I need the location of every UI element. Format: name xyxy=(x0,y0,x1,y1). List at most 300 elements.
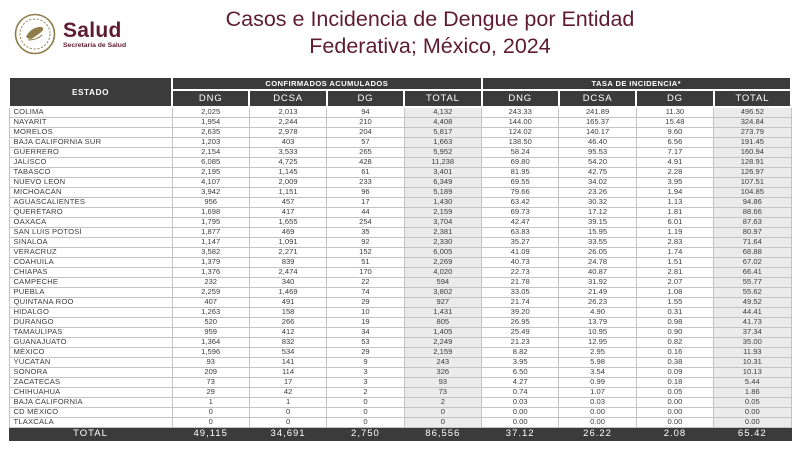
value-cell: 6,085 xyxy=(172,157,249,167)
value-cell: 25.49 xyxy=(482,327,559,337)
value-cell: 8.82 xyxy=(482,347,559,357)
value-cell: 2,249 xyxy=(404,337,481,347)
table-row xyxy=(9,237,791,247)
value-cell: 9.60 xyxy=(636,127,713,137)
value-cell: 93 xyxy=(404,377,481,387)
value-cell: 29 xyxy=(327,297,404,307)
value-cell: 4,408 xyxy=(404,117,481,127)
value-cell: 33.05 xyxy=(482,287,559,297)
value-cell: 2,154 xyxy=(172,147,249,157)
value-cell: 1,203 xyxy=(172,137,249,147)
value-cell: 30.32 xyxy=(559,197,636,207)
value-cell: 324.84 xyxy=(714,117,791,127)
table-row xyxy=(9,337,791,347)
table-row xyxy=(9,187,791,197)
state-name: HIDALGO xyxy=(9,307,172,317)
value-cell: 534 xyxy=(249,347,326,357)
value-cell: 0.03 xyxy=(482,397,559,407)
value-cell: 0.00 xyxy=(636,397,713,407)
col-header-tasa-dcsa: DCSA xyxy=(559,90,636,107)
value-cell: 37.34 xyxy=(714,327,791,337)
col-header-tasa-dg: DG xyxy=(636,90,713,107)
value-cell: 266 xyxy=(249,317,326,327)
value-cell: 41.73 xyxy=(714,317,791,327)
logo-brand: Salud xyxy=(63,18,122,42)
state-name: SINALOA xyxy=(9,237,172,247)
value-cell: 204 xyxy=(327,127,404,137)
value-cell: 34.02 xyxy=(559,177,636,187)
state-name: COLIMA xyxy=(9,107,172,117)
value-cell: 3,704 xyxy=(404,217,481,227)
table-row xyxy=(9,297,791,307)
col-group-tasa: TASA DE INCIDENCIA* xyxy=(482,77,792,90)
value-cell: 1.07 xyxy=(559,387,636,397)
total-value-cell: 26.22 xyxy=(559,427,636,440)
table-row xyxy=(9,277,791,287)
table-row xyxy=(9,407,791,417)
value-cell: 0.03 xyxy=(559,397,636,407)
value-cell: 0.90 xyxy=(636,327,713,337)
state-name: SAN LUIS POTOSÍ xyxy=(9,227,172,237)
value-cell: 81.95 xyxy=(482,167,559,177)
value-cell: 1,954 xyxy=(172,117,249,127)
value-cell: 0.31 xyxy=(636,307,713,317)
table-row xyxy=(9,267,791,277)
value-cell: 6.56 xyxy=(636,137,713,147)
value-cell: 3,802 xyxy=(404,287,481,297)
table-row xyxy=(9,207,791,217)
value-cell: 4.90 xyxy=(559,307,636,317)
state-name: GUANAJUATO xyxy=(9,337,172,347)
value-cell: 0.00 xyxy=(482,417,559,427)
value-cell: 0.18 xyxy=(636,377,713,387)
value-cell: 4,132 xyxy=(404,107,481,117)
value-cell: 956 xyxy=(172,197,249,207)
value-cell: 80.97 xyxy=(714,227,791,237)
table-row xyxy=(9,127,791,137)
value-cell: 0.00 xyxy=(636,407,713,417)
value-cell: 10.13 xyxy=(714,367,791,377)
value-cell: 0.74 xyxy=(482,387,559,397)
value-cell: 1.08 xyxy=(636,287,713,297)
value-cell: 39.15 xyxy=(559,217,636,227)
state-name: TLAXCALA xyxy=(9,417,172,427)
value-cell: 61 xyxy=(327,167,404,177)
value-cell: 88.66 xyxy=(714,207,791,217)
value-cell: 1,596 xyxy=(172,347,249,357)
value-cell: 6.01 xyxy=(636,217,713,227)
value-cell: 520 xyxy=(172,317,249,327)
value-cell: 1.81 xyxy=(636,207,713,217)
value-cell: 3 xyxy=(327,367,404,377)
value-cell: 5.98 xyxy=(559,357,636,367)
value-cell: 2 xyxy=(327,387,404,397)
value-cell: 107.51 xyxy=(714,177,791,187)
value-cell: 1,795 xyxy=(172,217,249,227)
value-cell: 7.17 xyxy=(636,147,713,157)
value-cell: 5,189 xyxy=(404,187,481,197)
value-cell: 94 xyxy=(327,107,404,117)
value-cell: 140.17 xyxy=(559,127,636,137)
value-cell: 33.55 xyxy=(559,237,636,247)
value-cell: 5.44 xyxy=(714,377,791,387)
value-cell: 21.78 xyxy=(482,277,559,287)
value-cell: 17 xyxy=(327,197,404,207)
value-cell: 58.24 xyxy=(482,147,559,157)
value-cell: 0 xyxy=(172,407,249,417)
value-cell: 63.42 xyxy=(482,197,559,207)
value-cell: 128.91 xyxy=(714,157,791,167)
value-cell: 273.79 xyxy=(714,127,791,137)
value-cell: 160.94 xyxy=(714,147,791,157)
value-cell: 29 xyxy=(172,387,249,397)
value-cell: 170 xyxy=(327,267,404,277)
value-cell: 1,655 xyxy=(249,217,326,227)
value-cell: 243.33 xyxy=(482,107,559,117)
value-cell: 35.27 xyxy=(482,237,559,247)
value-cell: 1,147 xyxy=(172,237,249,247)
value-cell: 2,009 xyxy=(249,177,326,187)
value-cell: 1,263 xyxy=(172,307,249,317)
value-cell: 57 xyxy=(327,137,404,147)
value-cell: 1.74 xyxy=(636,247,713,257)
table-row xyxy=(9,307,791,317)
state-name: MORELOS xyxy=(9,127,172,137)
value-cell: 39.20 xyxy=(482,307,559,317)
value-cell: 0 xyxy=(327,407,404,417)
col-header-tasa-total: TOTAL xyxy=(714,90,791,107)
value-cell: 2.07 xyxy=(636,277,713,287)
value-cell: 1.51 xyxy=(636,257,713,267)
value-cell: 10.31 xyxy=(714,357,791,367)
value-cell: 4.91 xyxy=(636,157,713,167)
value-cell: 2,025 xyxy=(172,107,249,117)
value-cell: 49.52 xyxy=(714,297,791,307)
value-cell: 24.78 xyxy=(559,257,636,267)
table-row xyxy=(9,137,791,147)
value-cell: 152 xyxy=(327,247,404,257)
value-cell: 124.02 xyxy=(482,127,559,137)
value-cell: 243 xyxy=(404,357,481,367)
value-cell: 0.00 xyxy=(714,407,791,417)
value-cell: 927 xyxy=(404,297,481,307)
value-cell: 42 xyxy=(249,387,326,397)
state-name: CHIAPAS xyxy=(9,267,172,277)
value-cell: 210 xyxy=(327,117,404,127)
value-cell: 1.13 xyxy=(636,197,713,207)
value-cell: 93 xyxy=(172,357,249,367)
value-cell: 9 xyxy=(327,357,404,367)
value-cell: 26.05 xyxy=(559,247,636,257)
value-cell: 19 xyxy=(327,317,404,327)
state-name: COAHUILA xyxy=(9,257,172,267)
value-cell: 44.41 xyxy=(714,307,791,317)
value-cell: 265 xyxy=(327,147,404,157)
mexican-eagle-seal-icon xyxy=(14,13,56,55)
table-body xyxy=(9,107,791,440)
value-cell: 69.73 xyxy=(482,207,559,217)
table-row xyxy=(9,287,791,297)
total-value-cell: 34,691 xyxy=(249,427,326,440)
value-cell: 1,698 xyxy=(172,207,249,217)
value-cell: 17.12 xyxy=(559,207,636,217)
table-row xyxy=(9,357,791,367)
value-cell: 839 xyxy=(249,257,326,267)
value-cell: 233 xyxy=(327,177,404,187)
value-cell: 26.23 xyxy=(559,297,636,307)
value-cell: 2,159 xyxy=(404,347,481,357)
value-cell: 832 xyxy=(249,337,326,347)
value-cell: 87.63 xyxy=(714,217,791,227)
value-cell: 53 xyxy=(327,337,404,347)
value-cell: 496.52 xyxy=(714,107,791,117)
value-cell: 165.37 xyxy=(559,117,636,127)
value-cell: 73 xyxy=(404,387,481,397)
value-cell: 1,405 xyxy=(404,327,481,337)
value-cell: 0.00 xyxy=(636,417,713,427)
value-cell: 144.00 xyxy=(482,117,559,127)
state-name: NUEVO LEÓN xyxy=(9,177,172,187)
value-cell: 403 xyxy=(249,137,326,147)
table-row xyxy=(9,257,791,267)
table-row xyxy=(9,367,791,377)
value-cell: 1.86 xyxy=(714,387,791,397)
table-row xyxy=(9,417,791,427)
value-cell: 96 xyxy=(327,187,404,197)
value-cell: 2.28 xyxy=(636,167,713,177)
value-cell: 1,379 xyxy=(172,257,249,267)
value-cell: 1,663 xyxy=(404,137,481,147)
value-cell: 74 xyxy=(327,287,404,297)
value-cell: 10 xyxy=(327,307,404,317)
value-cell: 2,259 xyxy=(172,287,249,297)
page-title-line1: Casos e Incidencia de Dengue por Entidad xyxy=(225,7,635,31)
state-name: BAJA CALIFORNIA SUR xyxy=(9,137,172,147)
value-cell: 23.26 xyxy=(559,187,636,197)
value-cell: 46.40 xyxy=(559,137,636,147)
value-cell: 63.83 xyxy=(482,227,559,237)
table-row xyxy=(9,377,791,387)
value-cell: 40.73 xyxy=(482,257,559,267)
value-cell: 6,349 xyxy=(404,177,481,187)
value-cell: 3,942 xyxy=(172,187,249,197)
value-cell: 0.38 xyxy=(636,357,713,367)
state-name: GUERRERO xyxy=(9,147,172,157)
value-cell: 2.95 xyxy=(559,347,636,357)
value-cell: 158 xyxy=(249,307,326,317)
value-cell: 41.09 xyxy=(482,247,559,257)
value-cell: 10.95 xyxy=(559,327,636,337)
value-cell: 0 xyxy=(404,407,481,417)
value-cell: 0 xyxy=(249,407,326,417)
value-cell: 4,725 xyxy=(249,157,326,167)
table-row xyxy=(9,117,791,127)
table-row xyxy=(9,347,791,357)
state-name: OAXACA xyxy=(9,217,172,227)
value-cell: 6.50 xyxy=(482,367,559,377)
value-cell: 95.53 xyxy=(559,147,636,157)
value-cell: 412 xyxy=(249,327,326,337)
table-row xyxy=(9,387,791,397)
value-cell: 1,469 xyxy=(249,287,326,297)
value-cell: 254 xyxy=(327,217,404,227)
value-cell: 2,635 xyxy=(172,127,249,137)
total-value-cell: 65.42 xyxy=(714,427,791,440)
value-cell: 11.93 xyxy=(714,347,791,357)
state-name: CHIHUAHUA xyxy=(9,387,172,397)
value-cell: 0 xyxy=(249,417,326,427)
value-cell: 54.20 xyxy=(559,157,636,167)
value-cell: 469 xyxy=(249,227,326,237)
value-cell: 6,005 xyxy=(404,247,481,257)
value-cell: 26.95 xyxy=(482,317,559,327)
value-cell: 29 xyxy=(327,347,404,357)
value-cell: 69.80 xyxy=(482,157,559,167)
value-cell: 2.81 xyxy=(636,267,713,277)
logo-text xyxy=(63,20,126,49)
page-title-line2: Federativa; México, 2024 xyxy=(309,34,551,58)
value-cell: 428 xyxy=(327,157,404,167)
value-cell: 491 xyxy=(249,297,326,307)
state-name: AGUASCALIENTES xyxy=(9,197,172,207)
value-cell: 407 xyxy=(172,297,249,307)
value-cell: 3.95 xyxy=(636,177,713,187)
table-row xyxy=(9,157,791,167)
value-cell: 4,107 xyxy=(172,177,249,187)
state-name: CD MÉXICO xyxy=(9,407,172,417)
value-cell: 2.83 xyxy=(636,237,713,247)
state-name: CAMPECHE xyxy=(9,277,172,287)
value-cell: 79.66 xyxy=(482,187,559,197)
state-name: JALISCO xyxy=(9,157,172,167)
value-cell: 2,195 xyxy=(172,167,249,177)
value-cell: 2,159 xyxy=(404,207,481,217)
value-cell: 114 xyxy=(249,367,326,377)
value-cell: 959 xyxy=(172,327,249,337)
state-name: VERACRUZ xyxy=(9,247,172,257)
value-cell: 2,381 xyxy=(404,227,481,237)
value-cell: 44 xyxy=(327,207,404,217)
state-name: QUERÉTARO xyxy=(9,207,172,217)
col-header-conf-dcsa: DCSA xyxy=(249,90,326,107)
value-cell: 0.00 xyxy=(714,417,791,427)
table-row xyxy=(9,147,791,157)
table-row xyxy=(9,227,791,237)
value-cell: 3 xyxy=(327,377,404,387)
value-cell: 0.16 xyxy=(636,347,713,357)
state-name: SONORA xyxy=(9,367,172,377)
value-cell: 0.82 xyxy=(636,337,713,347)
value-cell: 11.30 xyxy=(636,107,713,117)
value-cell: 1,364 xyxy=(172,337,249,347)
value-cell: 0.99 xyxy=(559,377,636,387)
value-cell: 11,238 xyxy=(404,157,481,167)
value-cell: 2,269 xyxy=(404,257,481,267)
value-cell: 21.74 xyxy=(482,297,559,307)
salud-logo xyxy=(14,13,126,55)
value-cell: 2,330 xyxy=(404,237,481,247)
value-cell: 1 xyxy=(249,397,326,407)
value-cell: 42.75 xyxy=(559,167,636,177)
value-cell: 241.89 xyxy=(559,107,636,117)
state-name: MICHOACÁN xyxy=(9,187,172,197)
state-name: NAYARIT xyxy=(9,117,172,127)
value-cell: 209 xyxy=(172,367,249,377)
value-cell: 3,533 xyxy=(249,147,326,157)
state-name: MÉXICO xyxy=(9,347,172,357)
value-cell: 805 xyxy=(404,317,481,327)
state-name: DURANGO xyxy=(9,317,172,327)
value-cell: 1,430 xyxy=(404,197,481,207)
table-row xyxy=(9,247,791,257)
value-cell: 2,013 xyxy=(249,107,326,117)
state-name: ZACATECAS xyxy=(9,377,172,387)
total-value-cell: 86,556 xyxy=(404,427,481,440)
col-header-tasa-dng: DNG xyxy=(482,90,559,107)
value-cell: 55.77 xyxy=(714,277,791,287)
value-cell: 94.86 xyxy=(714,197,791,207)
table-row xyxy=(9,317,791,327)
value-cell: 35.00 xyxy=(714,337,791,347)
value-cell: 22.73 xyxy=(482,267,559,277)
state-name: BAJA CALIFORNIA xyxy=(9,397,172,407)
value-cell: 417 xyxy=(249,207,326,217)
value-cell: 4,020 xyxy=(404,267,481,277)
value-cell: 42.47 xyxy=(482,217,559,227)
value-cell: 15.95 xyxy=(559,227,636,237)
value-cell: 71.64 xyxy=(714,237,791,247)
value-cell: 191.45 xyxy=(714,137,791,147)
value-cell: 34 xyxy=(327,327,404,337)
value-cell: 5,817 xyxy=(404,127,481,137)
col-header-conf-dg: DG xyxy=(327,90,404,107)
value-cell: 141 xyxy=(249,357,326,367)
value-cell: 1,145 xyxy=(249,167,326,177)
value-cell: 0 xyxy=(327,397,404,407)
value-cell: 594 xyxy=(404,277,481,287)
value-cell: 340 xyxy=(249,277,326,287)
value-cell: 5,952 xyxy=(404,147,481,157)
value-cell: 0.05 xyxy=(636,387,713,397)
value-cell: 21.49 xyxy=(559,287,636,297)
value-cell: 1.55 xyxy=(636,297,713,307)
value-cell: 92 xyxy=(327,237,404,247)
value-cell: 326 xyxy=(404,367,481,377)
value-cell: 0.05 xyxy=(714,397,791,407)
value-cell: 1.19 xyxy=(636,227,713,237)
value-cell: 73 xyxy=(172,377,249,387)
value-cell: 1,431 xyxy=(404,307,481,317)
total-value-cell: 2,750 xyxy=(327,427,404,440)
table-total-row xyxy=(9,427,791,440)
value-cell: 35 xyxy=(327,227,404,237)
value-cell: 1 xyxy=(172,397,249,407)
value-cell: 1,151 xyxy=(249,187,326,197)
col-header-conf-dng: DNG xyxy=(172,90,249,107)
logo-subtitle: Secretaría de Salud xyxy=(63,41,127,49)
value-cell: 2,474 xyxy=(249,267,326,277)
total-label: TOTAL xyxy=(9,427,172,440)
value-cell: 3,582 xyxy=(172,247,249,257)
value-cell: 3,401 xyxy=(404,167,481,177)
page-title xyxy=(130,6,730,60)
value-cell: 138.50 xyxy=(482,137,559,147)
value-cell: 51 xyxy=(327,257,404,267)
value-cell: 232 xyxy=(172,277,249,287)
value-cell: 2,271 xyxy=(249,247,326,257)
state-name: TAMAULIPAS xyxy=(9,327,172,337)
value-cell: 0.00 xyxy=(559,417,636,427)
